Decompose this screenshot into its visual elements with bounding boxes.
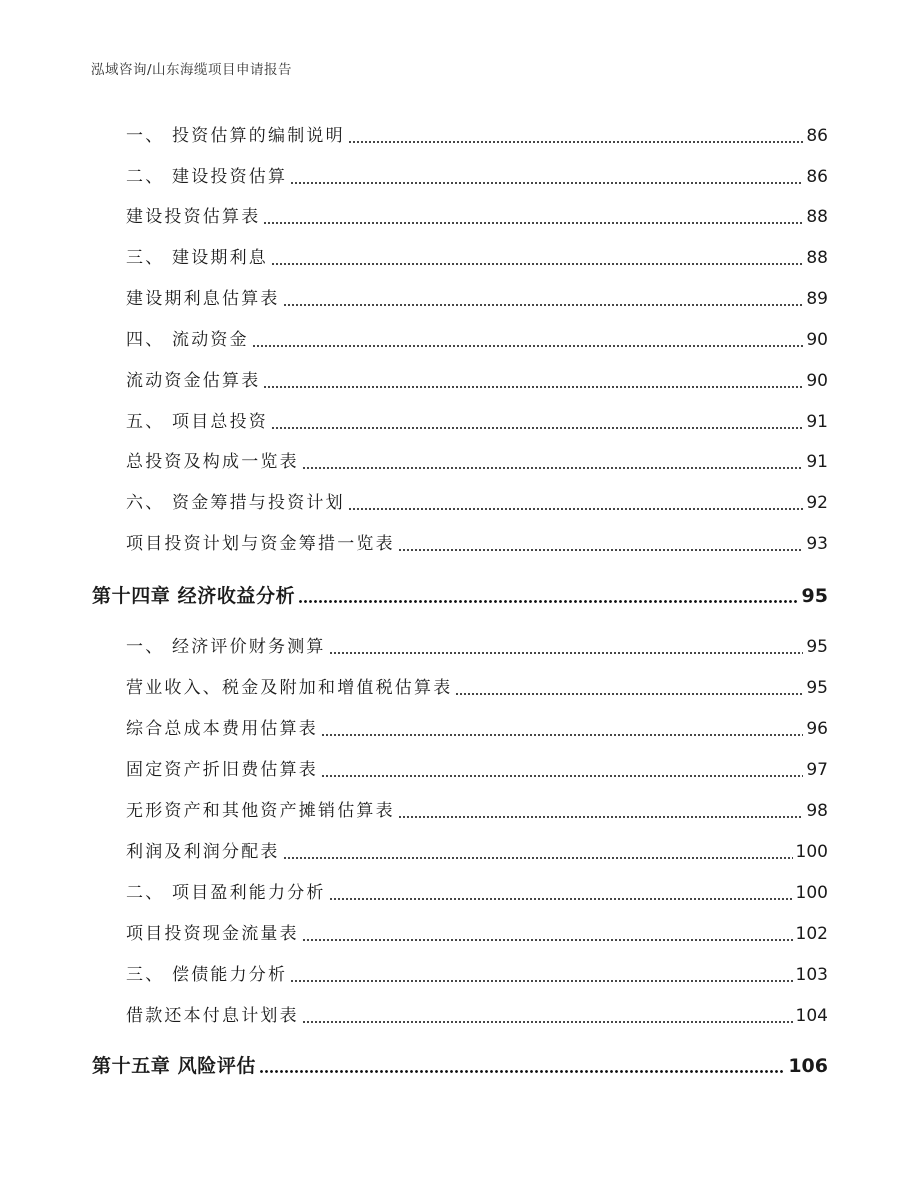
toc-entry-page: 96 xyxy=(806,719,828,739)
toc-entry[interactable] xyxy=(126,204,828,230)
toc-chapter-page: 95 xyxy=(801,585,828,607)
toc-entry-title: 项目投资现金流量表 xyxy=(126,924,299,944)
toc-leader-dots xyxy=(263,386,803,388)
toc-entry-title: 流动资金估算表 xyxy=(126,371,261,391)
toc-leader-dots xyxy=(298,600,798,603)
toc-entry-title: 二、 建设投资估算 xyxy=(126,167,288,187)
toc-entry[interactable] xyxy=(126,449,828,475)
toc-leader-dots xyxy=(321,734,803,736)
toc-chapter-entry[interactable] xyxy=(92,582,828,610)
toc-entry[interactable] xyxy=(126,286,828,312)
toc-leader-dots xyxy=(302,939,793,941)
toc-entry-title: 三、 偿债能力分析 xyxy=(126,965,288,985)
toc-entry-page: 88 xyxy=(806,248,828,268)
toc-leader-dots xyxy=(302,467,804,469)
toc-entry-title: 利润及利润分配表 xyxy=(126,842,280,862)
toc-leader-dots xyxy=(283,857,793,859)
toc-entry-page: 95 xyxy=(806,678,828,698)
toc-entry[interactable] xyxy=(126,164,828,190)
page-header: 泓域咨询/山东海缆项目申请报告 xyxy=(91,62,293,78)
toc-entry-page: 100 xyxy=(795,842,828,862)
toc-entry[interactable] xyxy=(126,368,828,394)
toc-entry-page: 89 xyxy=(806,289,828,309)
toc-chapter-title: 第十四章 经济收益分析 xyxy=(92,585,296,607)
toc-entry-page: 86 xyxy=(806,126,828,146)
toc-entry-title: 项目投资计划与资金筹措一览表 xyxy=(126,534,395,554)
toc-entry[interactable] xyxy=(126,839,828,865)
toc-entry[interactable] xyxy=(126,962,828,988)
toc-entry[interactable] xyxy=(126,490,828,516)
toc-entry-page: 92 xyxy=(806,493,828,513)
toc-leader-dots xyxy=(290,980,792,982)
toc-entry-title: 六、 资金筹措与投资计划 xyxy=(126,493,345,513)
toc-entry-page: 100 xyxy=(795,883,828,903)
toc-leader-dots xyxy=(263,222,803,224)
toc-leader-dots xyxy=(348,508,804,510)
toc-entry-page: 98 xyxy=(806,801,828,821)
toc-entry-page: 91 xyxy=(806,412,828,432)
toc-leader-dots xyxy=(329,652,804,654)
toc-entry[interactable] xyxy=(126,123,828,149)
toc-entry-title: 建设投资估算表 xyxy=(126,207,261,227)
toc-entry[interactable] xyxy=(126,531,828,557)
toc-entry-title: 一、 投资估算的编制说明 xyxy=(126,126,345,146)
toc-entry-title: 营业收入、税金及附加和增值税估算表 xyxy=(126,678,453,698)
toc-entry-page: 90 xyxy=(806,330,828,350)
toc-entry-title: 建设期利息估算表 xyxy=(126,289,280,309)
toc-entry-page: 104 xyxy=(795,1006,828,1026)
toc-entry-page: 102 xyxy=(795,924,828,944)
toc-entry-title: 无形资产和其他资产摊销估算表 xyxy=(126,801,395,821)
toc-entry-title: 二、 项目盈利能力分析 xyxy=(126,883,326,903)
toc-leader-dots xyxy=(302,1021,793,1023)
toc-entry-page: 93 xyxy=(806,534,828,554)
toc-leader-dots xyxy=(455,693,803,695)
toc-entry[interactable] xyxy=(126,716,828,742)
toc-entry-page: 95 xyxy=(806,637,828,657)
toc-leader-dots xyxy=(398,549,804,551)
toc-entry[interactable] xyxy=(126,634,828,660)
toc-entry-title: 一、 经济评价财务测算 xyxy=(126,637,326,657)
toc-entry-title: 总投资及构成一览表 xyxy=(126,452,299,472)
toc-entry[interactable] xyxy=(126,675,828,701)
toc-leader-dots xyxy=(259,1070,785,1073)
toc-entry[interactable] xyxy=(126,1003,828,1029)
toc-entry-page: 103 xyxy=(795,965,828,985)
toc-leader-dots xyxy=(348,141,804,143)
toc-entry[interactable] xyxy=(126,921,828,947)
toc-entry-title: 固定资产折旧费估算表 xyxy=(126,760,318,780)
toc-entry-title: 借款还本付息计划表 xyxy=(126,1006,299,1026)
toc-entry-page: 97 xyxy=(806,760,828,780)
toc-leader-dots xyxy=(321,775,803,777)
toc-leader-dots xyxy=(271,427,803,429)
toc-entry[interactable] xyxy=(126,327,828,353)
toc-leader-dots xyxy=(329,898,793,900)
toc-entry-title: 综合总成本费用估算表 xyxy=(126,719,318,739)
toc-entry-page: 86 xyxy=(806,167,828,187)
toc-leader-dots xyxy=(283,304,804,306)
toc-entry-title: 四、 流动资金 xyxy=(126,330,249,350)
toc-entry-page: 88 xyxy=(806,207,828,227)
toc-entry[interactable] xyxy=(126,409,828,435)
toc-leader-dots xyxy=(398,816,804,818)
toc-entry-title: 三、 建设期利息 xyxy=(126,248,269,268)
toc-entry[interactable] xyxy=(126,245,828,271)
toc-chapter-page: 106 xyxy=(788,1055,828,1077)
toc-entry-page: 91 xyxy=(806,452,828,472)
toc-leader-dots xyxy=(290,182,803,184)
toc-entry-title: 五、 项目总投资 xyxy=(126,412,269,432)
toc-chapter-title: 第十五章 风险评估 xyxy=(92,1055,257,1077)
toc-entry[interactable] xyxy=(126,798,828,824)
toc-leader-dots xyxy=(252,345,804,347)
toc-entry[interactable] xyxy=(126,757,828,783)
toc-entry-page: 90 xyxy=(806,371,828,391)
toc-chapter-entry[interactable] xyxy=(92,1052,828,1080)
toc-leader-dots xyxy=(271,263,803,265)
toc-entry[interactable] xyxy=(126,880,828,906)
